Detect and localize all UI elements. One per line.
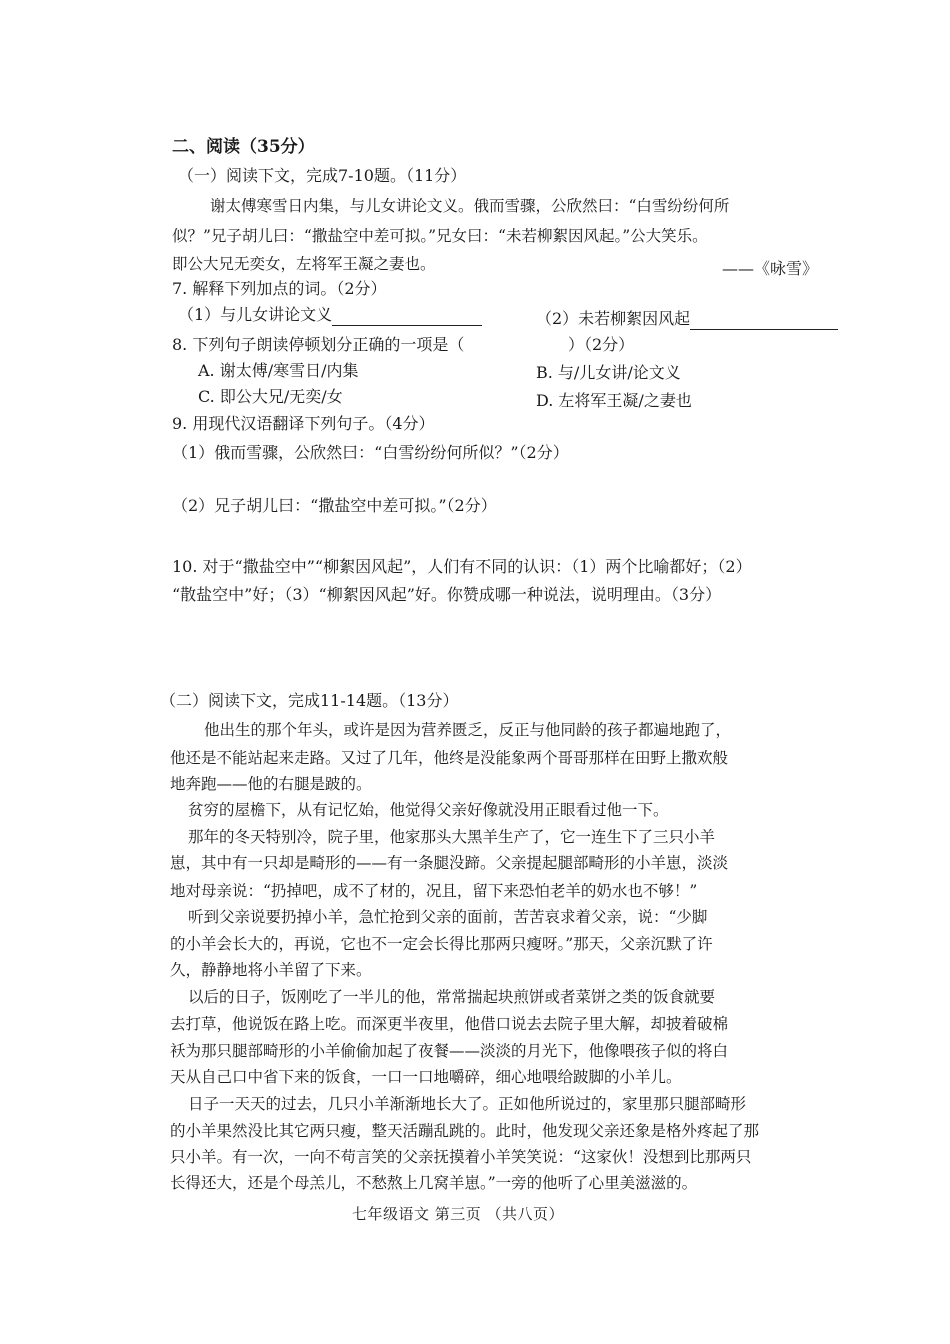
page-footer: 七年级语文 第三页 （共八页） [352,1205,565,1223]
story-line: 那年的冬天特别冷，院子里，他家那头大黑羊生产了，它一连生下了三只小羊 [188,828,716,846]
story-line: 他还是不能站起来走路。又过了几年，他终是没能象两个哥哥那样在田野上撒欢般 [170,749,729,767]
story-line: 崽，其中有一只却是畸形的——有一条腿没蹄。父亲提起腿部畸形的小羊崽，淡淡 [170,854,729,872]
q8-option-c: C. 即公大兄/无奕/女 [198,387,343,406]
story-line: 去打草，他说饭在路上吃。而深更半夜里，他借口说去去院子里大解，却披着破棉 [170,1015,729,1033]
story-line: 贫穷的屋檐下，从有记忆始，他觉得父亲好像就没用正眼看过他一下。 [188,801,669,819]
q7-item-2 [536,308,838,330]
q10-line-2: “散盐空中”好；（3）“柳絮因风起”好。你赞成哪一种说法，说明理由。（3分） [172,585,722,604]
part2-heading: （二）阅读下文，完成11-14题。（13分） [160,691,459,710]
story-line: 日子一天天的过去，几只小羊渐渐地长大了。正如他所说过的，家里那只腿部畸形 [188,1095,747,1113]
section-title: 二、阅读（35分） [172,137,315,157]
q9-stem: 9. 用现代汉语翻译下列句子。（4分） [172,414,435,433]
story-line: 他出生的那个年头，或许是因为营养匮乏，反正与他同龄的孩子都遍地跑了， [204,721,732,739]
q10-line-1: 10. 对于“撒盐空中”“柳絮因风起”，人们有不同的认识：（1）两个比喻都好；（2） [172,557,752,576]
part1-heading: （一）阅读下文，完成7-10题。（11分） [178,166,467,185]
q8-option-d: D. 左将军王凝/之妻也 [536,391,692,410]
q8-option-b: B. 与/儿女讲/论文义 [536,363,681,382]
q8-stem: 8. 下列句子朗读停顿划分正确的一项是（ [172,335,465,354]
story-line: 的小羊会长大的，再说，它也不一定会长得比那两只瘦呀。”那天，父亲沉默了许 [170,935,713,953]
passage-line-3: 即公大兄无奕女，左将军王凝之妻也。 [172,255,436,273]
q7-item-2-text: （2）未若柳絮因风起 [536,309,691,328]
q7-answer-blank-2[interactable] [690,311,838,330]
story-line: 以后的日子，饭刚吃了一半儿的他，常常揣起块煎饼或者菜饼之类的饭食就要 [188,988,716,1006]
story-line: 地奔跑——他的右腿是跛的。 [170,775,372,793]
q7-answer-blank-1[interactable] [332,307,482,326]
passage-line-1: 谢太傅寒雪日内集，与儿女讲论文义。俄而雪骤，公欣然曰：“白雪纷纷何所 [210,197,730,215]
story-line: 地对母亲说：“扔掉吧，成不了材的，况且，留下来恐怕老羊的奶水也不够！” [170,882,698,900]
story-line: 只小羊。有一次，一向不苟言笑的父亲抚摸着小羊笑笑说：“这家伙！没想到比那两只 [170,1148,752,1166]
q7-item-1 [178,304,482,326]
passage-line-2: 似？”兄子胡儿曰：“撒盐空中差可拟。”兄女曰：“未若柳絮因风起。”公大笑乐。 [172,227,708,245]
q9-item-1: （1）俄而雪骤，公欣然曰：“白雪纷纷何所似？”（2分） [172,443,569,462]
story-line: 久，静静地将小羊留了下来。 [170,961,372,979]
story-line: 的小羊果然没比其它两只瘦，整天活蹦乱跳的。此时，他发现父亲还象是格外疼起了那 [170,1122,760,1140]
q9-item-2: （2）兄子胡儿曰：“撒盐空中差可拟。”（2分） [172,496,497,515]
q7-stem: 7. 解释下列加点的词。（2分） [172,279,387,298]
story-line: 听到父亲说要扔掉小羊，急忙抢到父亲的面前，苦苦哀求着父亲，说：“少脚 [188,908,708,926]
story-line: 袄为那只腿部畸形的小羊偷偷加起了夜餐——淡淡的月光下，他像喂孩子似的将白 [170,1042,729,1060]
story-line: 长得还大，还是个母羔儿，不愁熬上几窝羊崽。”一旁的他听了心里美滋滋的。 [170,1174,698,1192]
q8-option-a: A. 谢太傅/寒雪日/内集 [198,361,359,380]
story-line: 天从自己口中省下来的饭食，一口一口地嚼碎，细心地喂给跛脚的小羊儿。 [170,1068,682,1086]
q7-item-1-text: （1）与儿女讲论文义 [178,305,333,324]
passage-source: ——《咏雪》 [722,259,819,278]
q8-stem-end: ）（2分） [568,335,635,354]
